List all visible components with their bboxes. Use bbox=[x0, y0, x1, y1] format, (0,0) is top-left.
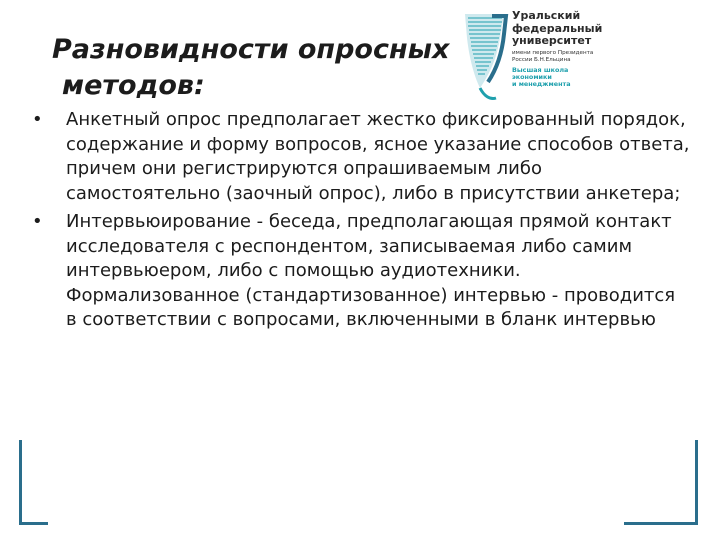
bullet-text: Интервьюирование - беседа, предполагающая прямой контакт исследователя с респондентом, записываемая либо самим интервьюером, либо с помощью аудиотехники. Формализованное (стандартизованное) интервью - проводится в соответствии с вопросами, включенными в бланк интервью bbox=[66, 211, 676, 330]
urfu-shield-icon bbox=[462, 10, 510, 106]
logo-school-line-3: и менеджмента bbox=[512, 80, 571, 89]
logo-name-line-2: федеральный bbox=[512, 21, 603, 35]
logo-school-line-1: Высшая школа bbox=[512, 65, 569, 74]
corner-bracket-right bbox=[624, 440, 698, 525]
slide-title-line-1: Разновидности опросных bbox=[52, 34, 450, 65]
logo-dedication-line-2: России Б.Н.Ельцина bbox=[512, 56, 571, 63]
slide-title-line-2: методов: bbox=[62, 70, 205, 101]
logo-school-line-2: экономики bbox=[512, 72, 552, 81]
bullet-list bbox=[30, 108, 690, 337]
bullet-item bbox=[30, 108, 690, 206]
bullet-item bbox=[30, 210, 690, 333]
logo-name-line-1: Уральский bbox=[512, 9, 581, 22]
corner-bracket-left bbox=[19, 440, 48, 525]
bullet-marker: • bbox=[32, 109, 43, 130]
logo-dedication-line-1: имени первого Президента bbox=[512, 49, 594, 56]
logo-text bbox=[512, 10, 604, 89]
slide-title bbox=[52, 32, 472, 104]
bullet-marker: • bbox=[32, 211, 43, 232]
bullet-text: Анкетный опрос предполагает жестко фиксированный порядок, содержание и форму вопросов, ясное указание способов ответа, причем они регистрируются опрашиваемым либо самостоятельно (заочный опрос), либо в присутствии анкетера; bbox=[66, 109, 690, 204]
logo-name-line-3: университет bbox=[512, 34, 592, 47]
university-logo bbox=[462, 10, 602, 106]
